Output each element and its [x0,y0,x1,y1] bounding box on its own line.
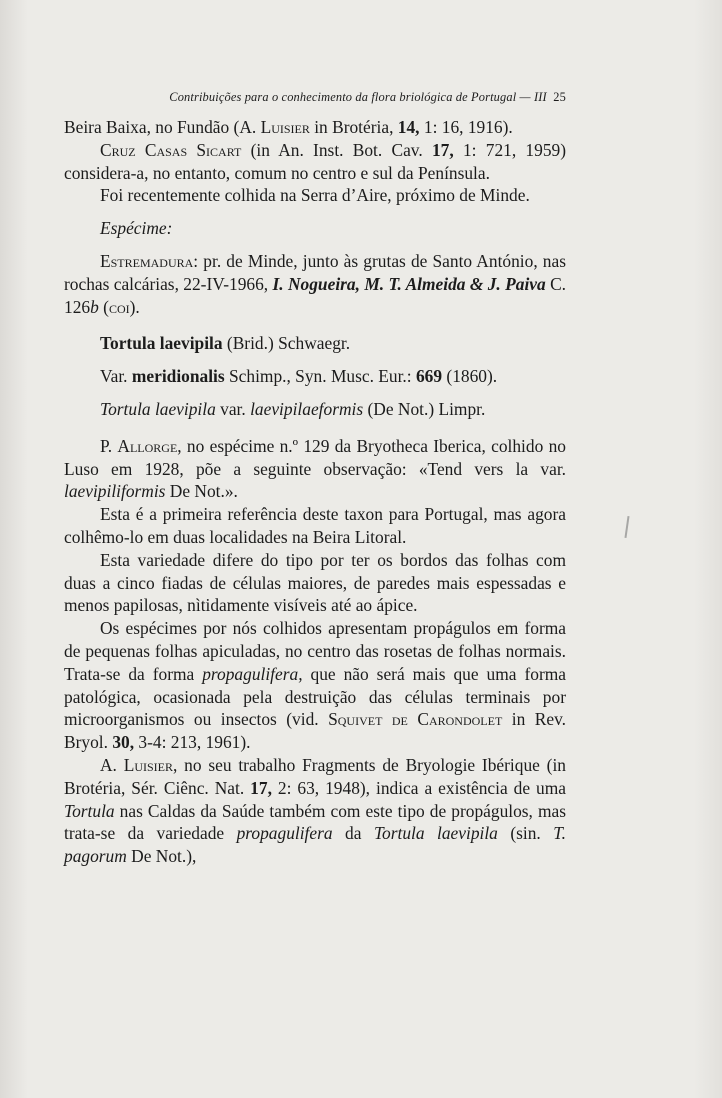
collectors: I. Nogueira, M. T. Almeida & J. Paiva [272,273,546,294]
synonym-line: Tortula laevipila var. laevipilaeformis (De Not.) Limpr. [100,398,486,419]
margin-pencil-mark [624,516,629,538]
paragraph-serra-daire: Foi recentemente colhida na Serra d’Aire, próximo de Minde. [100,185,530,206]
volume-number: 14, [397,117,420,137]
paragraph-luisier: A. Luisier, no seu trabalho Fragments de Bryologie Ibérique (in Brotéria, Sér. Ciênc. Nat. 17, 2: 63, 1948), indica a existência de uma Tortula nas Caldas da Saúde também com este tipo de propágulos, mas trata-se da variedade propagulifera da Tortula laevipila (sin. T. pagorum De Not.), [64,754,567,867]
specimen-record: Estremadura: pr. de Minde, junto às grutas de Santo António, nas rochas calcárias, 22-IV-1966, I. Nogueira, M. T. Almeida & J. Paiva C. 126b (coi). [64,250,567,317]
paragraph-allorge: P. Allorge, no espécime n.º 129 da Bryotheca Iberica, colhido no Luso em 1928, põe a seguinte observação: «Tend vers la var. laevipiliformis De Not.». [64,435,566,502]
species-heading: Tortula laevipila (Brid.) Schwaegr. [100,333,351,354]
author-name: Luisier, [123,754,178,775]
paragraph-fundao: Beira Baixa, no Fundão (A. Luisier in Brotéria, 14, 1: 16, 1916). [64,117,513,137]
running-header [64,88,566,106]
author-name: Cruz Casas Sicart [100,139,242,160]
page-text-block [64,88,566,868]
variety-name: meridionalis [131,366,225,387]
herbarium-code: coi [108,296,130,317]
paragraph-variety-description: Esta variedade difere do tipo por ter os bordos das folhas com duas a cinco fiadas de células maiores, de paredes mais espessadas e menos papilosas, nìtidamente visíveis até ao ápice. [64,549,566,616]
paragraph-first-reference: Esta é a primeira referência deste taxon para Portugal, mas agora colhêmo-lo em duas localidades na Beira Litoral. [64,504,566,547]
specimen-heading: Espécime: [100,218,173,239]
species-name: Tortula laevipila [100,333,223,354]
synonym-name: laevipilaeformis [250,398,364,419]
paragraph-propagules: Os espécimes por nós colhidos apresentam propágulos em forma de pequenas folhas apiculadas, no centro das rosetas de folhas normais. Trata-se da forma propagulifera, que não será mais que uma forma patológica, ocasionada pela destruição das células terminais por microorganismos ou insectos (vid. Squivet de Carondolet in Rev. Bryol. 30, 3-4: 213, 1961). [64,618,566,753]
author-name: Luisier [260,117,310,137]
author-name: Squivet de Carondolet [328,709,503,730]
author-name: Allorge, [117,435,182,456]
running-title: Contribuições para o conhecimento da flora briológica de Portugal — III [169,90,547,104]
variety-heading: Var. meridionalis Schimp., Syn. Musc. Eur.: 669 (1860). [100,366,498,387]
page-number: 25 [553,90,566,104]
volume-number: 17, [431,139,454,160]
region-name: Estremadura: [100,250,199,271]
paragraph-casas-sicart: Cruz Casas Sicart (in An. Inst. Bot. Cav. 17, 1: 721, 1959) considera-a, no entanto, comum no centro e sul da Península. [64,139,567,183]
form-name: propagulifera [236,823,333,844]
form-name: propagulifera, [202,663,303,684]
